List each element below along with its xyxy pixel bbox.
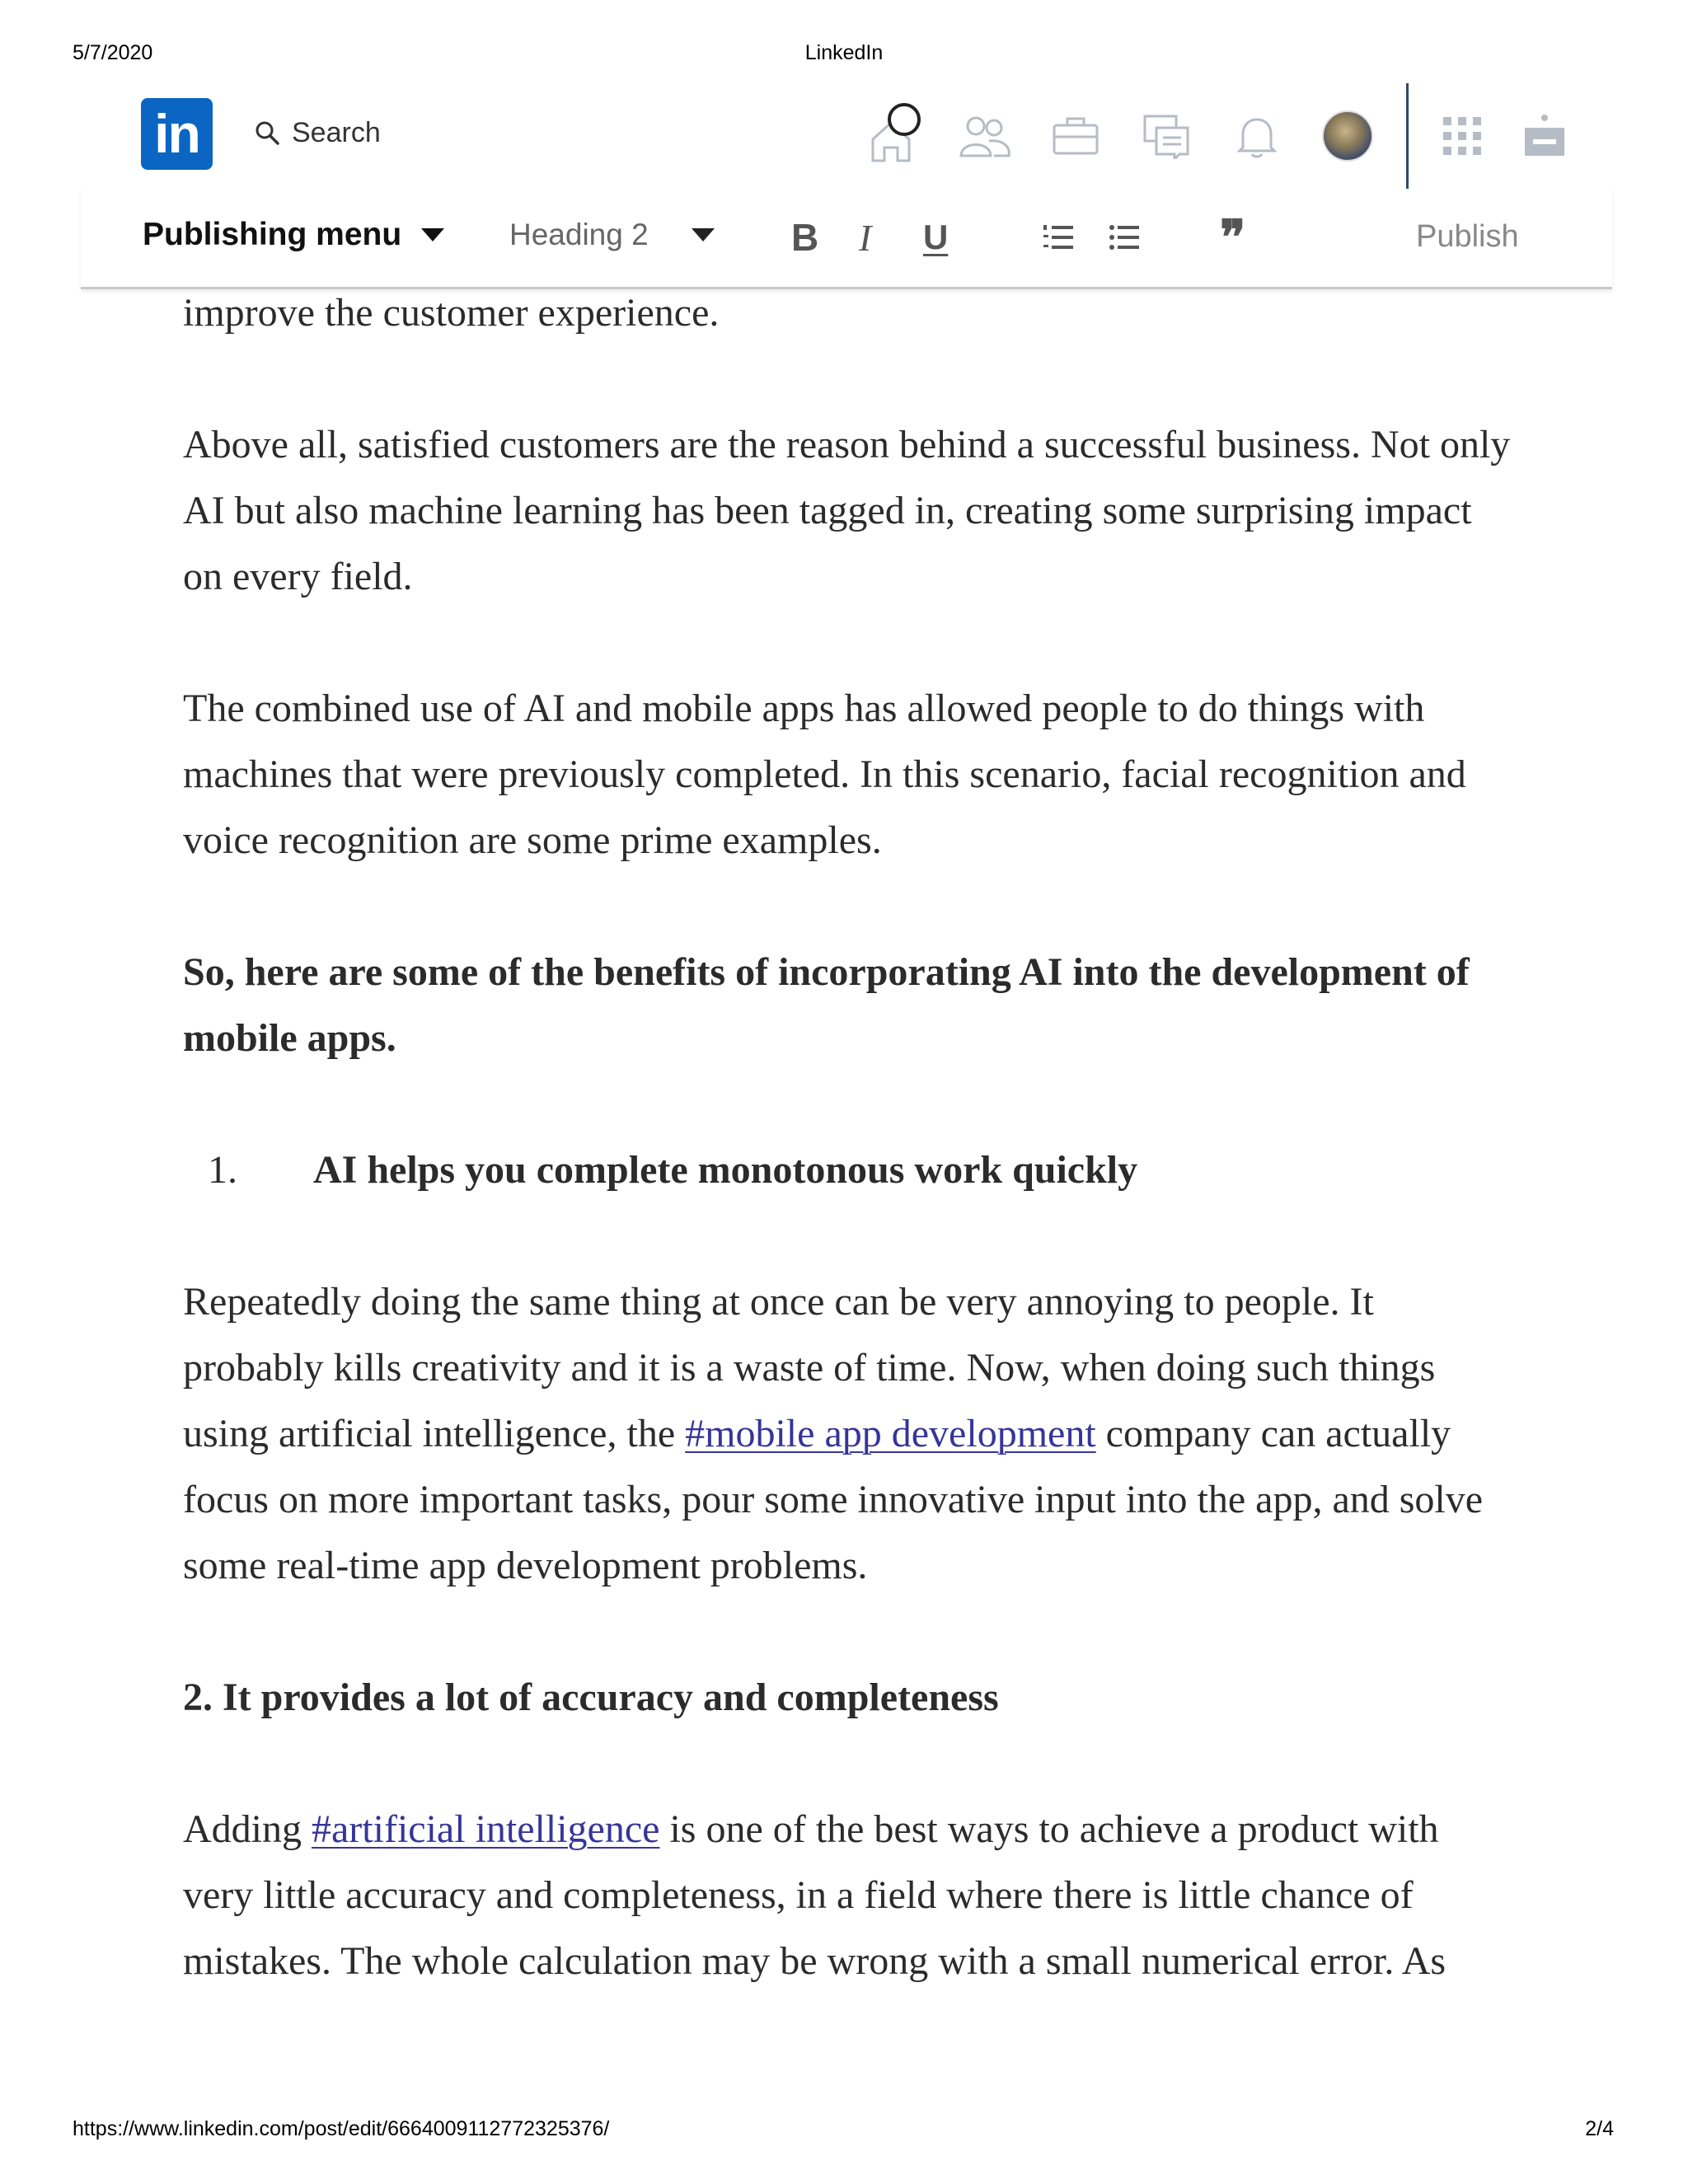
bulleted-list-button[interactable] <box>1109 213 1141 262</box>
nav-divider <box>1406 83 1409 189</box>
jobs-icon[interactable] <box>1030 103 1121 169</box>
bold-button[interactable]: B <box>791 216 819 259</box>
bulleted-list-icon <box>1109 223 1141 251</box>
publishing-toolbar <box>81 188 1612 289</box>
work-grid-icon[interactable] <box>1425 103 1499 169</box>
print-date: 5/7/2020 <box>73 41 153 64</box>
home-icon[interactable] <box>849 103 940 169</box>
publishing-menu-button[interactable] <box>143 217 446 253</box>
article-body[interactable] <box>183 280 1518 1994</box>
heading-select-value: Heading 2 <box>509 218 649 251</box>
my-network-icon[interactable] <box>940 103 1030 169</box>
print-title: LinkedIn <box>804 41 884 64</box>
list-item-text: AI helps you complete monotonous work quickly <box>313 1148 1138 1192</box>
list-item <box>183 1137 1518 1203</box>
text-span: Adding <box>183 1807 312 1851</box>
text-span: is one of the best ways to achieve a product with very little accuracy and completeness, in a field where there is little chance of mistakes. The whole calculation may be wrong with a small numerical error. As <box>183 1807 1447 1983</box>
paragraph: The combined use of AI and mobile apps has allowed people to do things with machines that were previously completed. In this scenario, facial recognition and voice recognition are some prime examples. <box>183 687 1466 862</box>
text-span: Repeatedly doing the same thing at once can be very annoying to people. It probably kills creativity and it is a waste of time. Now, when doing such things using artificial intelligence, the <box>183 1280 1436 1455</box>
heading-select[interactable] <box>509 218 716 252</box>
paragraph: improve the customer experience. <box>183 291 720 335</box>
print-url: https://www.linkedin.com/post/edit/6664009112772325376/ <box>73 2117 610 2140</box>
search-bar[interactable] <box>254 112 381 153</box>
bold-paragraph: So, here are some of the benefits of incorporating AI into the development of mobile apps. <box>183 950 1470 1060</box>
publishing-menu-label: Publishing menu <box>143 217 402 252</box>
paragraph-with-link <box>183 1269 1518 1599</box>
search-label: Search <box>292 116 381 148</box>
quote-button[interactable]: ❞ <box>1220 209 1243 265</box>
sales-icon[interactable] <box>1499 103 1590 169</box>
avatar[interactable] <box>1322 110 1373 162</box>
search-icon <box>254 120 280 146</box>
hashtag-link-mobile-app-development[interactable]: #mobile app development <box>685 1412 1096 1455</box>
top-nav <box>82 79 1615 194</box>
nav-icons <box>849 99 1590 173</box>
underline-button[interactable]: U <box>923 218 949 256</box>
italic-button[interactable]: I <box>859 216 872 259</box>
print-page-number: 2/4 <box>1585 2117 1614 2140</box>
publish-button[interactable]: Publish <box>1416 219 1519 254</box>
linkedin-logo[interactable]: in <box>141 98 213 170</box>
numbered-list-button[interactable] <box>1043 213 1075 262</box>
section-heading: 2. It provides a lot of accuracy and completeness <box>183 1675 999 1719</box>
paragraph: Above all, satisfied customers are the reason behind a successful business. Not only AI but also machine learning has been tagged in, creating some surprising impact on every field. <box>183 423 1511 598</box>
notifications-icon[interactable] <box>1212 103 1302 169</box>
hashtag-link-artificial-intelligence[interactable]: #artificial intelligence <box>312 1807 660 1851</box>
numbered-list-icon <box>1043 223 1075 251</box>
list-number: 1. <box>208 1148 237 1192</box>
paragraph-with-link <box>183 1797 1518 1994</box>
caret-down-icon <box>690 227 716 243</box>
messaging-icon[interactable] <box>1121 103 1212 169</box>
caret-down-icon <box>420 227 446 243</box>
avatar-wrap[interactable] <box>1302 103 1393 169</box>
text-span: company can actually focus on more important tasks, pour some innovative input into the app, and solve some real-time app development problems. <box>183 1412 1484 1587</box>
